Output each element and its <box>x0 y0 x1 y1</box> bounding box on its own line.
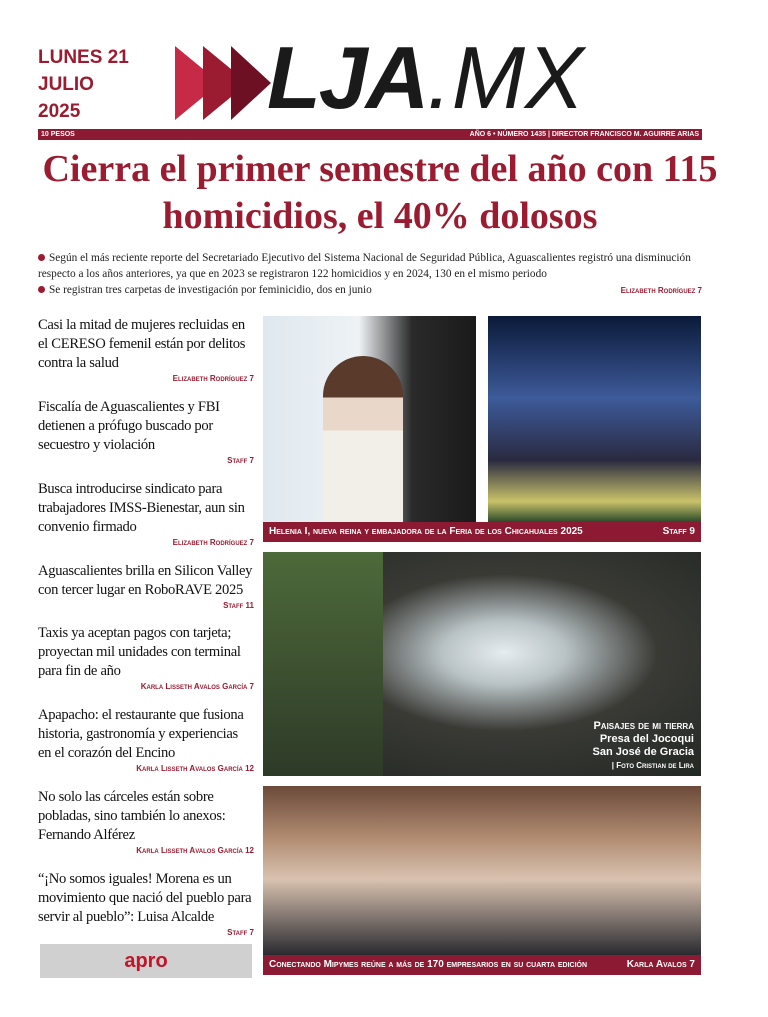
caption-text: Helenia I, nueva reina y embajadora de la Feria de los Chicahuales 2025 <box>269 526 583 537</box>
story-byline: Elizabeth Rodríguez 7 <box>172 537 254 547</box>
sidebar-story[interactable] <box>38 562 254 611</box>
story-title[interactable]: Taxis ya aceptan pagos con tarjeta; proyectan mil unidades con terminal para fin de año <box>38 625 241 680</box>
queen-caption <box>263 522 701 542</box>
bullet-icon <box>38 254 45 261</box>
sidebar-story[interactable] <box>38 706 254 774</box>
caption-byline: Karla Avalos 7 <box>626 959 695 970</box>
caption-text: Conectando Mipymes reúne a más de 170 empresarios en su cuarta edición <box>269 959 588 970</box>
lead-headline[interactable]: Cierra el primer semestre del año con 115 homicidios, el 40% dolosos <box>42 148 718 237</box>
mipymes-caption <box>263 955 701 975</box>
sidebar-story[interactable] <box>38 624 254 692</box>
price: 10 PESOS <box>41 131 75 138</box>
logo-chevron-icon <box>231 46 271 120</box>
sidebar-story[interactable] <box>38 316 254 384</box>
story-byline: Karla Lisseth Avalos García 12 <box>136 764 254 774</box>
date-year: 2025 <box>38 101 81 122</box>
date-month: JULIO <box>38 74 94 95</box>
ad-logo: apro <box>124 949 168 972</box>
queen-crowning-photo[interactable] <box>263 316 476 522</box>
waterfall-caption <box>593 720 695 772</box>
story-byline: Karla Lisseth Avalos García 12 <box>136 846 254 856</box>
story-title[interactable]: No solo las cárceles están sobre pobladas, sino también lo anexos: Fernando Alférez <box>38 789 226 844</box>
lead-summary <box>38 250 702 298</box>
photo-credit: | Foto Cristian de Lira <box>611 761 694 770</box>
mipymes-group-photo[interactable] <box>263 786 701 955</box>
sidebar-story[interactable] <box>38 870 254 938</box>
story-byline: Staff 7 <box>227 455 254 465</box>
sidebar-story[interactable] <box>38 480 254 548</box>
queen-stage-photo[interactable] <box>488 316 701 522</box>
story-title[interactable]: Casi la mitad de mujeres recluidas en el CERESO femenil están por delitos contra la salud <box>38 317 246 371</box>
summary-bullet: Se registran tres carpetas de investigación por feminicidio, dos en junio <box>49 284 372 296</box>
story-byline: Karla Lisseth Avalos García 7 <box>140 682 254 692</box>
sidebar-story[interactable] <box>38 398 254 466</box>
logo-text: LJA <box>267 28 428 127</box>
masthead-logo[interactable] <box>175 28 705 127</box>
story-byline: Staff 11 <box>223 600 254 610</box>
bullet-icon <box>38 286 45 293</box>
date-day: LUNES 21 <box>38 47 129 68</box>
story-title[interactable]: Apapacho: el restaurante que fusiona historia, gastronomía y experiencias en el corazón del Encino <box>38 707 244 762</box>
summary-bullet: Según el más reciente reporte del Secretariado Ejecutivo del Sistema Nacional de Seguridad Pública, Aguascalientes registró una disminución respecto a los años anteriores, ya que en 2023 se registraron 122 homicidios y en 2024, 130 en el mismo periodo <box>38 252 691 280</box>
issue-info: AÑO 6 • NÚMERO 1435 | DIRECTOR FRANCISCO M. AGUIRRE ARIAS <box>469 131 699 138</box>
caption-section: Paisajes de mi tierra <box>593 720 694 732</box>
sidebar <box>38 316 254 938</box>
masthead-band <box>38 129 702 140</box>
story-title[interactable]: Busca introducirse sindicato para trabajadores IMSS-Bienestar, aun sin convenio firmado <box>38 480 245 535</box>
sidebar-story[interactable] <box>38 788 254 856</box>
story-title[interactable]: Fiscalía de Aguascalientes y FBI detienen a prófugo buscado por secuestro y violación <box>38 398 220 453</box>
story-title[interactable]: Aguascalientes brilla en Silicon Valley con tercer lugar en RoboRAVE 2025 <box>38 562 253 598</box>
story-byline: Elizabeth Rodríguez 7 <box>172 374 254 383</box>
caption-place: Presa del Jocoqui <box>599 733 694 745</box>
apro-advertisement[interactable] <box>40 944 252 978</box>
story-byline: Staff 7 <box>227 927 254 937</box>
story-title[interactable]: “¡No somos iguales! Morena es un movimiento que nació del pueblo para servir al pueblo”: Luisa Alcalde <box>38 870 252 925</box>
caption-byline: Staff 9 <box>662 526 695 537</box>
edition-date <box>38 44 129 125</box>
lead-byline: Elizabeth Rodríguez 7 <box>620 286 702 295</box>
caption-town: San José de Gracia <box>592 746 694 758</box>
logo-suffix: .MX <box>427 28 584 127</box>
